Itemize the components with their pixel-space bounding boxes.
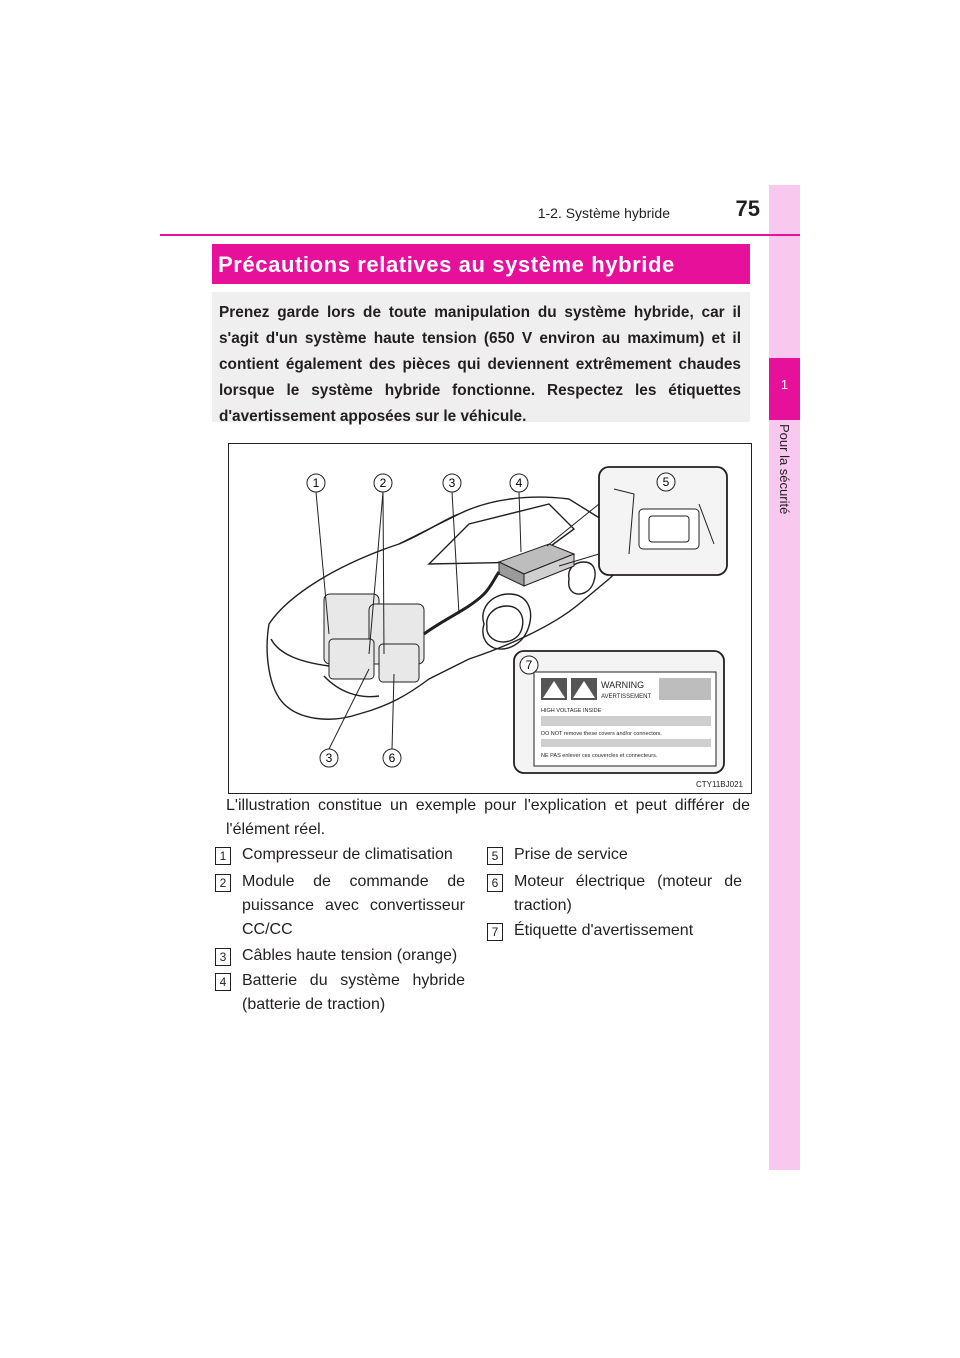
- svg-text:4: 4: [515, 476, 523, 490]
- chapter-label: [770, 424, 800, 594]
- car-diagram: [229, 444, 751, 793]
- svg-text:3: 3: [325, 751, 333, 765]
- label-line3: NE PAS enlever ces couvercles et connecteurs.: [541, 753, 658, 759]
- header-rule: [160, 234, 800, 236]
- hybrid-system-illustration: [228, 443, 752, 794]
- svg-text:5: 5: [662, 475, 670, 489]
- legend-text: Prise de service: [514, 846, 628, 863]
- legend-number: 6: [487, 874, 503, 892]
- svg-text:1: 1: [312, 476, 320, 490]
- legend-number: 1: [215, 847, 231, 865]
- legend-text: Batterie du système hybride (batterie de traction): [242, 972, 465, 1013]
- callout-4: [510, 474, 528, 492]
- label-line2: DO NOT remove these covers and/or connectors.: [541, 731, 662, 737]
- callout-3-top: [443, 474, 461, 492]
- legend-text: Étiquette d'avertissement: [514, 922, 694, 939]
- svg-text:2: 2: [379, 476, 387, 490]
- figure-caption: L'illustration constitue un exemple pour l'explication et peut différer de l'élément réel.: [226, 797, 750, 838]
- callout-1: [307, 474, 325, 492]
- page-title: Précautions relatives au système hybride: [218, 252, 675, 277]
- legend-number: 4: [215, 973, 231, 991]
- section-header: 1-2. Système hybride: [537, 205, 670, 221]
- label-avertissement-text: AVERTISSEMENT: [601, 694, 652, 700]
- legend-number: 3: [215, 948, 231, 966]
- intro-text: Prenez garde lors de toute manipulation du système hybride, car il s'agit d'un système haute tension (650 V environ au maximum) et il contient également des pièces qui deviennent extrêmement chaudes lorsque le système hybride fonctionne. Respectez les étiquettes d'avertissement apposées sur le véhicule.: [219, 304, 741, 425]
- callout-5: [657, 473, 675, 491]
- callout-6: [383, 749, 401, 767]
- callout-3-bottom: [320, 749, 338, 767]
- legend-number: 7: [487, 923, 503, 941]
- legend-text: Module de commande de puissance avec convertisseur CC/CC: [242, 873, 465, 938]
- warning-label: [534, 672, 716, 766]
- page-number: 75: [735, 196, 760, 221]
- chapter-number: 1: [780, 377, 789, 392]
- chapter-label-text: Pour la sécurité: [777, 424, 792, 515]
- figure-code: CTY11BJ021: [696, 780, 743, 789]
- legend-number: 2: [215, 874, 231, 892]
- callout-7: [520, 656, 538, 674]
- svg-text:3: 3: [448, 476, 456, 490]
- chapter-side-tab: [769, 185, 800, 1170]
- callout-2: [374, 474, 392, 492]
- legend-text: Câbles haute tension (orange): [242, 947, 458, 964]
- svg-text:6: 6: [388, 751, 396, 765]
- legend-number: 5: [487, 847, 503, 865]
- legend-text: Moteur électrique (moteur de traction): [514, 873, 742, 914]
- legend-text: Compresseur de climatisation: [242, 846, 453, 863]
- label-line1: HIGH VOLTAGE INSIDE: [541, 708, 602, 714]
- svg-text:7: 7: [525, 658, 533, 672]
- label-warning-text: WARNING: [601, 680, 645, 690]
- engine-compartment: [324, 594, 424, 682]
